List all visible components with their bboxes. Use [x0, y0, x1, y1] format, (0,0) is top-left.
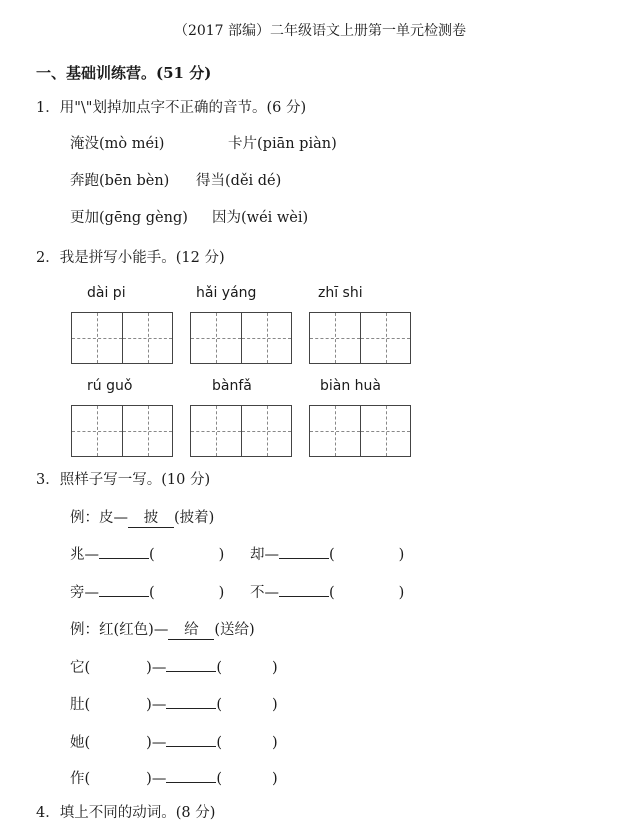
char-label: 肚( — [70, 697, 91, 713]
question-4-heading: 4．填上不同的动词。(8 分) — [36, 805, 216, 821]
char-label: 旁— — [70, 585, 99, 601]
example-1 — [70, 506, 214, 528]
paren: ) — [218, 547, 225, 563]
q1-item: 因为(wéi wèi) — [212, 210, 309, 226]
example-prefix: 例：皮— — [70, 510, 128, 526]
question-1-heading: 1．用"\"划掉加点字不正确的音节。(6 分) — [36, 100, 307, 116]
example-prefix: 例：红(红色)— — [70, 622, 169, 638]
answer-blank[interactable] — [99, 582, 149, 597]
example-2 — [70, 618, 255, 640]
answer-blank[interactable] — [279, 544, 329, 559]
example-suffix: (披着) — [174, 510, 215, 526]
q3-row — [250, 581, 404, 602]
paren: )— — [146, 660, 167, 676]
writing-grid[interactable] — [309, 405, 411, 457]
q3-char-row — [70, 656, 278, 677]
paren: ( — [149, 547, 155, 563]
answer-blank[interactable] — [99, 544, 149, 559]
paren: )— — [146, 771, 167, 787]
pinyin-label: rú guǒ — [87, 378, 133, 394]
pinyin-label: hǎi yáng — [196, 285, 257, 301]
paren: ( — [329, 547, 335, 563]
paren: ( — [216, 735, 223, 751]
answer-blank[interactable] — [166, 732, 216, 747]
char-label: 不— — [250, 585, 279, 601]
writing-grid[interactable] — [71, 312, 173, 364]
paren: ( — [216, 660, 223, 676]
q3-char-row — [70, 731, 278, 752]
paren: ( — [149, 585, 155, 601]
paren: ) — [272, 697, 278, 713]
char-label: 兆— — [70, 547, 99, 563]
answer-blank[interactable] — [166, 657, 216, 672]
paren: ) — [218, 585, 225, 601]
writing-grid[interactable] — [190, 312, 292, 364]
example-suffix: (送给) — [214, 622, 255, 638]
q3-char-row — [70, 693, 278, 714]
example-answer: 披 — [128, 506, 174, 528]
char-label: 她( — [70, 735, 91, 751]
pinyin-label: bànfǎ — [212, 378, 252, 394]
paren: )— — [146, 697, 167, 713]
q3-row — [70, 581, 224, 602]
pinyin-label: dài pi — [87, 285, 126, 301]
char-label: 它( — [70, 660, 91, 676]
writing-grid[interactable] — [71, 405, 173, 457]
paren: ) — [272, 735, 278, 751]
q1-item: 奔跑(bēn bèn) — [70, 173, 170, 189]
paren: )— — [146, 735, 167, 751]
writing-grid[interactable] — [190, 405, 292, 457]
q1-item: 更加(gēng gèng) — [70, 210, 188, 226]
answer-blank[interactable] — [166, 694, 216, 709]
pinyin-label: zhī shi — [318, 285, 363, 301]
example-answer: 给 — [168, 618, 214, 640]
question-2-heading: 2．我是拼写小能手。(12 分) — [36, 250, 225, 266]
paren: ( — [216, 697, 223, 713]
paren: ( — [216, 771, 223, 787]
q1-item: 得当(děi dé) — [196, 173, 282, 189]
paren: ) — [272, 660, 278, 676]
char-label: 作( — [70, 771, 91, 787]
q1-item: 卡片(piān piàn) — [228, 136, 337, 152]
paren: ) — [398, 585, 405, 601]
paren: ) — [398, 547, 405, 563]
answer-blank[interactable] — [166, 768, 216, 783]
section-heading: 一、基础训练营。(51 分) — [36, 64, 212, 82]
pinyin-label: biàn huà — [320, 378, 382, 394]
q3-char-row — [70, 767, 278, 788]
question-3-heading: 3．照样子写一写。(10 分) — [36, 472, 211, 488]
writing-grid[interactable] — [309, 312, 411, 364]
paren: ) — [272, 771, 278, 787]
q3-row — [70, 543, 224, 564]
paren: ( — [329, 585, 335, 601]
page-title: （2017 部编）二年级语文上册第一单元检测卷 — [173, 23, 467, 39]
char-label: 却— — [250, 547, 279, 563]
q1-item: 淹没(mò méi) — [70, 136, 165, 152]
q3-row — [250, 543, 404, 564]
answer-blank[interactable] — [279, 582, 329, 597]
